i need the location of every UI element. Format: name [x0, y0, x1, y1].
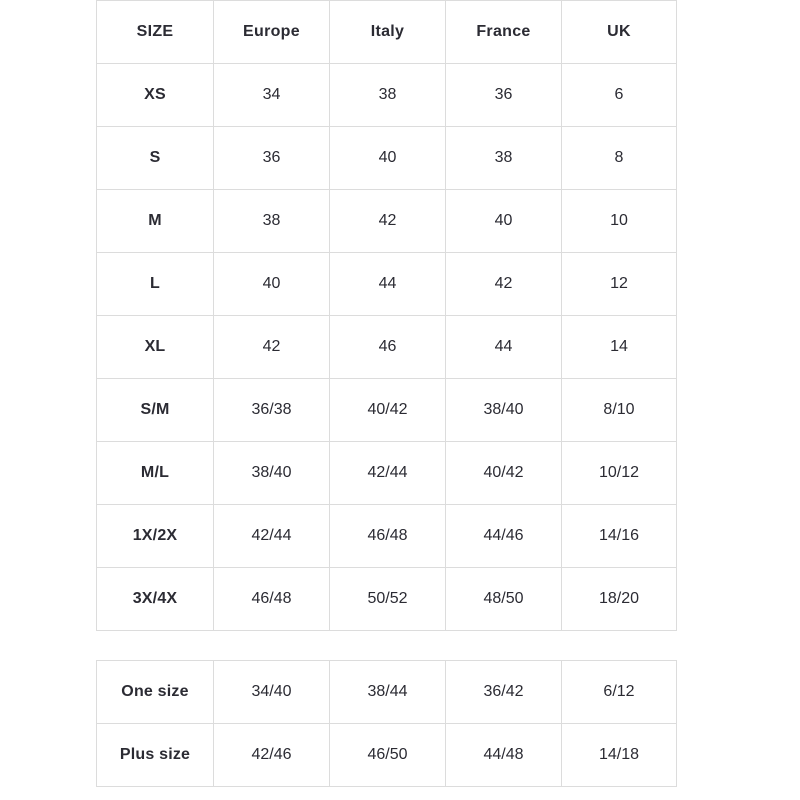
table-header-row: [97, 1, 677, 64]
row-label: S: [97, 127, 214, 190]
cell-france: 48/50: [446, 568, 562, 631]
cell-france: 38/40: [446, 379, 562, 442]
one-size-plus-size-table: [96, 660, 677, 787]
cell-europe: 36/38: [214, 379, 330, 442]
cell-france: 38: [446, 127, 562, 190]
cell-europe: 34: [214, 64, 330, 127]
table-row: [97, 127, 677, 190]
cell-uk: 6/12: [562, 661, 677, 724]
row-label: M/L: [97, 442, 214, 505]
column-header-europe: Europe: [214, 1, 330, 64]
row-label: S/M: [97, 379, 214, 442]
cell-france: 44/48: [446, 724, 562, 787]
cell-italy: 38: [330, 64, 446, 127]
table-row: [97, 253, 677, 316]
cell-uk: 8/10: [562, 379, 677, 442]
row-label: M: [97, 190, 214, 253]
cell-france: 42: [446, 253, 562, 316]
row-label: L: [97, 253, 214, 316]
table-row: [97, 379, 677, 442]
cell-uk: 10: [562, 190, 677, 253]
table-row: [97, 568, 677, 631]
cell-uk: 14: [562, 316, 677, 379]
cell-uk: 8: [562, 127, 677, 190]
cell-france: 40: [446, 190, 562, 253]
cell-france: 40/42: [446, 442, 562, 505]
row-label: One size: [97, 661, 214, 724]
cell-europe: 42/46: [214, 724, 330, 787]
cell-europe: 40: [214, 253, 330, 316]
table-row: [97, 661, 677, 724]
row-label: XL: [97, 316, 214, 379]
cell-italy: 46: [330, 316, 446, 379]
cell-france: 44: [446, 316, 562, 379]
cell-uk: 18/20: [562, 568, 677, 631]
cell-europe: 34/40: [214, 661, 330, 724]
column-header-france: France: [446, 1, 562, 64]
row-label: Plus size: [97, 724, 214, 787]
column-header-uk: UK: [562, 1, 677, 64]
column-header-size: SIZE: [97, 1, 214, 64]
row-label: 3X/4X: [97, 568, 214, 631]
cell-europe: 38/40: [214, 442, 330, 505]
row-label: 1X/2X: [97, 505, 214, 568]
cell-europe: 42/44: [214, 505, 330, 568]
table-row: [97, 190, 677, 253]
cell-uk: 6: [562, 64, 677, 127]
cell-italy: 42: [330, 190, 446, 253]
cell-europe: 42: [214, 316, 330, 379]
cell-italy: 46/50: [330, 724, 446, 787]
cell-italy: 40: [330, 127, 446, 190]
size-tables-container: [96, 0, 676, 787]
row-label: XS: [97, 64, 214, 127]
cell-uk: 10/12: [562, 442, 677, 505]
cell-uk: 14/16: [562, 505, 677, 568]
cell-italy: 40/42: [330, 379, 446, 442]
table-row: [97, 64, 677, 127]
cell-france: 36: [446, 64, 562, 127]
cell-italy: 42/44: [330, 442, 446, 505]
column-header-italy: Italy: [330, 1, 446, 64]
cell-france: 36/42: [446, 661, 562, 724]
cell-europe: 46/48: [214, 568, 330, 631]
cell-uk: 14/18: [562, 724, 677, 787]
cell-italy: 50/52: [330, 568, 446, 631]
cell-europe: 38: [214, 190, 330, 253]
cell-france: 44/46: [446, 505, 562, 568]
table-row: [97, 316, 677, 379]
table-row: [97, 442, 677, 505]
cell-italy: 44: [330, 253, 446, 316]
size-conversion-table: [96, 0, 677, 631]
cell-italy: 46/48: [330, 505, 446, 568]
cell-europe: 36: [214, 127, 330, 190]
cell-uk: 12: [562, 253, 677, 316]
table-row: [97, 505, 677, 568]
table-row: [97, 724, 677, 787]
cell-italy: 38/44: [330, 661, 446, 724]
